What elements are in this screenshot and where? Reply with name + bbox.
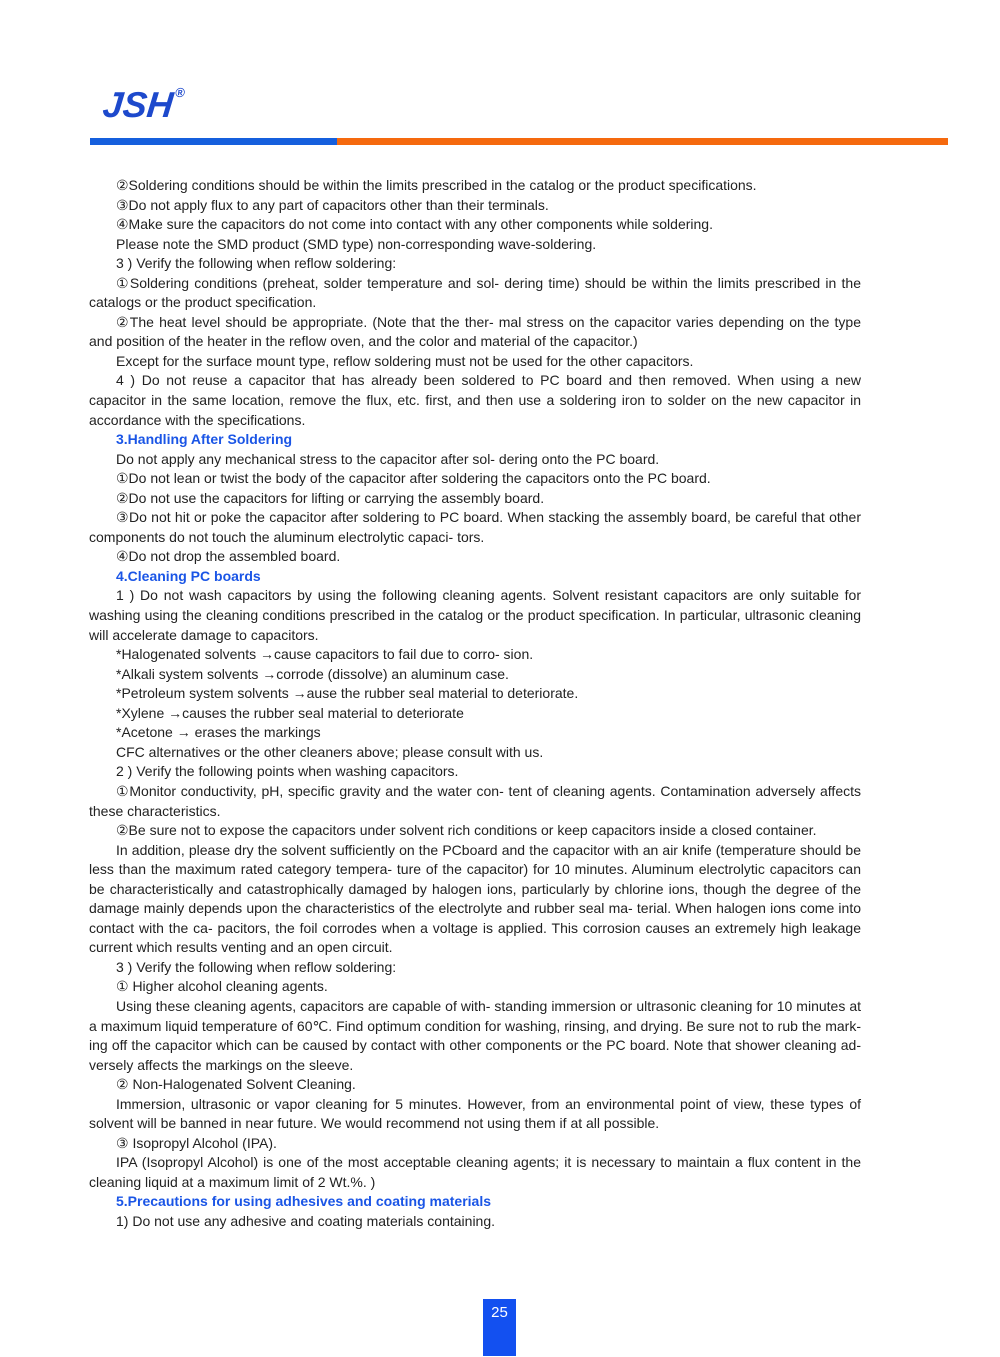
document-body — [89, 176, 861, 1232]
paragraph: ②Do not use the capacitors for lifting or carrying the assembly board. — [116, 489, 545, 506]
paragraph: 3 ) Verify the following when reflow soldering: — [116, 255, 397, 272]
page-number: 25 — [491, 1304, 508, 1321]
paragraph: *Petroleum system solvents →ause the rubber seal material to deteriorate. — [116, 685, 579, 702]
section-heading: 4.Cleaning PC boards — [116, 567, 261, 584]
paragraph: In addition, please dry the solvent sufficiently on the PCboard and the capacitor with an air knife (temperature should be less than the maximum rated category tempera- ture of the capacitor) for 10 minutes. Aluminum electrolytic capacitors can be characteristically and catastrophically damaged by halogen ions, particularly by chlorine ions, though the degree of the damage mainly depends upon the characteristics of the electrolyte and rubber seal ma- terial. When halogen ions come into contact with the ca- pacitors, the foil corrodes when a voltage is applied. This corrosion causes an extremely high leakage current which results venting and an open circuit. — [89, 841, 861, 956]
paragraph: Do not apply any mechanical stress to the capacitor after sol- dering onto the PC board. — [116, 450, 660, 467]
paragraph: ①Do not lean or twist the body of the capacitor after soldering the capacitors onto the PC board. — [116, 470, 711, 487]
paragraph: Please note the SMD product (SMD type) non-corresponding wave-soldering. — [116, 235, 597, 252]
paragraph: IPA (Isopropyl Alcohol) is one of the most acceptable cleaning agents; it is necessary to maintain a flux content in the cleaning liquid at a maximum limit of 2 Wt.%. ) — [89, 1154, 861, 1190]
paragraph: ④Make sure the capacitors do not come into contact with any other components while soldering. — [116, 216, 713, 233]
header-divider — [90, 138, 948, 145]
paragraph: *Xylene →causes the rubber seal material to deteriorate — [116, 704, 464, 721]
paragraph: 3 ) Verify the following when reflow soldering: — [116, 958, 397, 975]
section-heading: 5.Precautions for using adhesives and coating materials — [116, 1193, 492, 1210]
paragraph: *Acetone → erases the markings — [116, 724, 321, 741]
paragraph: 1 ) Do not wash capacitors by using the following cleaning agents. Solvent resistant capacitors are only suitable for washing using the cleaning conditions prescribed in the catalog or the product specification. In particular, ultrasonic cleaning will accelerate damage to capacitors. — [89, 587, 861, 643]
paragraph: ②Soldering conditions should be within the limits prescribed in the catalog or the product specifications. — [116, 177, 757, 193]
paragraph: ③Do not apply flux to any part of capacitors other than their terminals. — [116, 196, 549, 213]
paragraph: ③Do not hit or poke the capacitor after soldering to PC board. When stacking the assembly board, be careful that other components do not touch the aluminum electrolytic capaci- tors. — [89, 509, 861, 545]
paragraph: ① Higher alcohol cleaning agents. — [116, 978, 328, 995]
paragraph: 4 ) Do not reuse a capacitor that has already been soldered to PC board and then removed. When using a new capacitor in the same location, remove the flux, etc. first, and then use a soldering iron to solder on the new capacitor in accordance with the specifications. — [89, 372, 861, 428]
registered-trademark-icon: ® — [174, 85, 186, 100]
header-divider-blue-segment — [90, 138, 337, 145]
paragraph: ①Soldering conditions (preheat, solder temperature and sol- dering time) should be within the limits prescribed in the catalogs or the product specification. — [89, 274, 861, 311]
paragraph: ② Non-Halogenated Solvent Cleaning. — [116, 1076, 356, 1093]
paragraph: *Alkali system solvents →corrode (dissolve) an aluminum case. — [116, 665, 509, 682]
jsh-logo — [101, 84, 186, 126]
section-heading: 3.Handling After Soldering — [116, 431, 293, 448]
paragraph: Immersion, ultrasonic or vapor cleaning for 5 minutes. However, from an environmental point of view, these types of solvent will be banned in near future. We would recommend not using them if at all possible. — [89, 1095, 861, 1132]
paragraph: ④Do not drop the assembled board. — [116, 548, 341, 565]
paragraph: ①Monitor conductivity, pH, specific gravity and the water con- tent of cleaning agents. Contamination adversely affects these characteristics. — [89, 782, 861, 819]
paragraph: CFC alternatives or the other cleaners above; please consult with us. — [116, 743, 544, 760]
paragraph: Using these cleaning agents, capacitors are capable of with- standing immersion or ultrasonic cleaning for 10 minutes at a maximum liquid temperature of 60℃. Find optimum condition for washing, rinsing, and drying. Be sure not to rub the mark- ing off the capacitor which can be caused by contact with other components or the PC board. Note that shower cleaning ad- versely affects the markings on the sleeve. — [89, 997, 861, 1073]
paragraph: *Halogenated solvents →cause capacitors to fail due to corro- sion. — [116, 646, 534, 663]
paragraph: ③ Isopropyl Alcohol (IPA). — [116, 1134, 277, 1151]
page-number-badge — [483, 1299, 516, 1356]
paragraph: ②The heat level should be appropriate. (Note that the ther- mal stress on the capacitor varies depending on the type and position of the heater in the reflow oven, and the color and material of the capacitor.) — [89, 313, 861, 350]
header-divider-orange-segment — [337, 138, 948, 145]
paragraph: Except for the surface mount type, reflow soldering must not be used for the other capacitors. — [116, 352, 694, 369]
logo-text: JSH — [100, 84, 176, 125]
paragraph: 2 ) Verify the following points when washing capacitors. — [116, 763, 459, 780]
paragraph: 1) Do not use any adhesive and coating materials containing. — [116, 1212, 496, 1229]
paragraph: ②Be sure not to expose the capacitors under solvent rich conditions or keep capacitors inside a closed container. — [116, 822, 817, 839]
